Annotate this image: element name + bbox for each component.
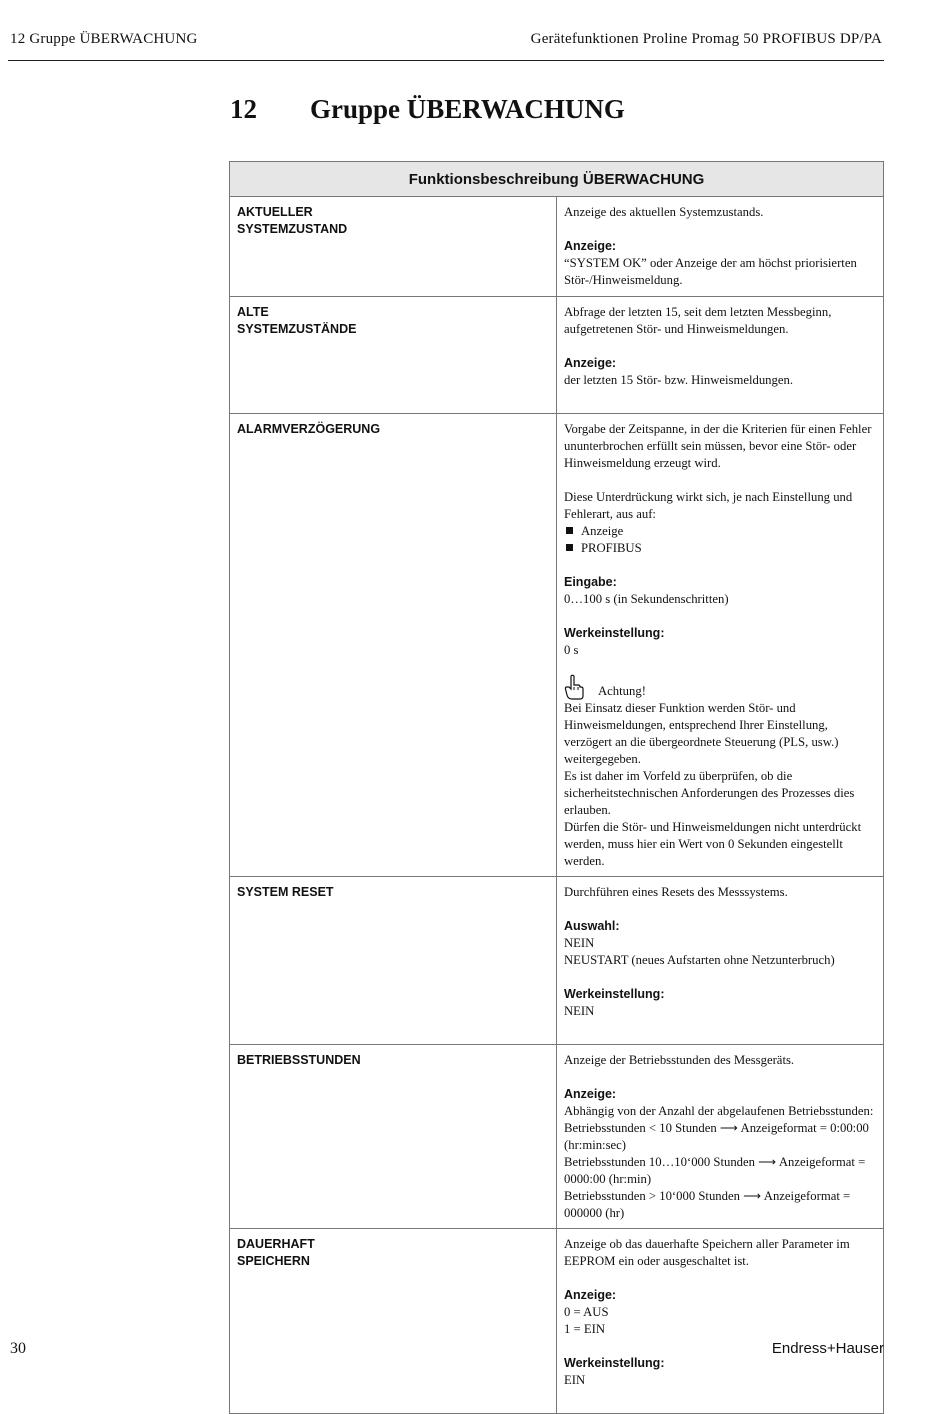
description-value: der letzten 15 Stör- bzw. Hinweismeldungen. xyxy=(564,373,793,387)
function-description xyxy=(557,1045,884,1229)
function-label-line: SYSTEMZUSTÄNDE xyxy=(237,322,357,336)
description-heading: Auswahl: xyxy=(564,919,620,933)
chapter-number: 12 xyxy=(230,94,257,124)
option-item: NEIN xyxy=(564,936,595,950)
warning-block xyxy=(564,674,876,870)
description-intro: Anzeige der Betriebsstunden des Messgeräts. xyxy=(564,1053,795,1067)
description-heading: Werkeinstellung: xyxy=(564,626,665,640)
running-header-right: Gerätefunktionen Proline Promag 50 PROFIBUS DP/PA xyxy=(530,31,882,47)
description-line: Betriebsstunden 10…10‘000 Stunden ⟶ Anzeigeformat = 0000:00 (hr:min) xyxy=(564,1155,866,1186)
table-title: Funktionsbeschreibung ÜBERWACHUNG xyxy=(230,162,884,197)
function-label-line: ALARMVERZÖGERUNG xyxy=(237,422,381,436)
function-label-line: SYSTEMZUSTAND xyxy=(237,222,348,236)
description-heading: Werkeinstellung: xyxy=(564,1356,665,1370)
option-item: 0 = AUS xyxy=(564,1305,609,1319)
function-label xyxy=(230,197,557,297)
page-number: 30 xyxy=(10,1340,26,1357)
function-label xyxy=(230,877,557,1045)
function-label-line: SYSTEM RESET xyxy=(237,885,334,899)
description-heading: Eingabe: xyxy=(564,575,617,589)
description-heading: Werkeinstellung: xyxy=(564,987,665,1001)
function-label-line: DAUERHAFT xyxy=(237,1237,315,1251)
pointing-hand-icon xyxy=(564,674,586,700)
description-effect: Diese Unterdrückung wirkt sich, je nach Einstellung und Fehlerart, aus auf: xyxy=(564,490,853,521)
table-row xyxy=(230,1045,884,1229)
function-description xyxy=(557,877,884,1045)
warning-line: Dürfen die Stör- und Hinweismeldungen nicht unterdrückt werden, muss hier ein Wert von 0 Sekunden eingestellt werden. xyxy=(564,820,862,868)
description-intro: Anzeige ob das dauerhafte Speichern aller Parameter im EEPROM ein oder ausgeschaltet ist. xyxy=(564,1237,850,1268)
bullet-icon xyxy=(566,527,573,534)
table-row xyxy=(230,297,884,414)
function-label xyxy=(230,1229,557,1414)
description-intro: Durchführen eines Resets des Messsystems. xyxy=(564,885,788,899)
function-description xyxy=(557,1229,884,1414)
description-intro: Abfrage der letzten 15, seit dem letzten Messbeginn, aufgetretenen Stör- und Hinweismeldungen. xyxy=(564,305,832,336)
option-item: 1 = EIN xyxy=(564,1322,605,1336)
description-value: “SYSTEM OK” oder Anzeige der am höchst priorisierten Stör-/Hinweismeldung. xyxy=(564,256,857,287)
option-item: NEUSTART (neues Aufstarten ohne Netzunterbruch) xyxy=(564,953,835,967)
description-heading: Anzeige: xyxy=(564,1087,617,1101)
function-description xyxy=(557,414,884,877)
function-description xyxy=(557,197,884,297)
table-header-row xyxy=(230,162,884,197)
default-value: 0 s xyxy=(564,643,579,657)
bullet-icon xyxy=(566,544,573,551)
warning-line: Es ist daher im Vorfeld zu überprüfen, ob die sicherheitstechnischen Anforderungen des Prozesses dies erlauben. xyxy=(564,769,855,817)
description-heading: Anzeige: xyxy=(564,1288,617,1302)
table-row xyxy=(230,414,884,877)
brand-logo-text: Endress+Hauser xyxy=(771,1340,884,1357)
bullet-item: PROFIBUS xyxy=(564,540,876,557)
chapter-heading xyxy=(230,94,625,125)
function-label xyxy=(230,297,557,414)
description-intro: Vorgabe der Zeitspanne, in der die Kriterien für einen Fehler ununterbrochen erfüllt sein müssen, bevor eine Stör- oder Hinweismeldung erzeugt wird. xyxy=(564,422,872,470)
bullet-item: Anzeige xyxy=(564,523,876,540)
header-rule xyxy=(8,60,884,61)
function-label-line: BETRIEBSSTUNDEN xyxy=(237,1053,361,1067)
chapter-title: Gruppe ÜBERWACHUNG xyxy=(310,94,625,124)
running-header-left: 12 Gruppe ÜBERWACHUNG xyxy=(10,31,198,47)
warning-title: Achtung! xyxy=(598,684,646,698)
description-heading: Anzeige: xyxy=(564,356,617,370)
warning-line: Bei Einsatz dieser Funktion werden Stör- und Hinweismeldungen, entsprechend Ihrer Einstellung, verzögert an die übergeordnete Steuerung (PLS, usw.) weitergegeben. xyxy=(564,701,839,766)
function-label xyxy=(230,1045,557,1229)
description-intro: Anzeige des aktuellen Systemzustands. xyxy=(564,205,764,219)
description-heading: Anzeige: xyxy=(564,239,617,253)
function-label-line: AKTUELLER xyxy=(237,205,313,219)
description-line: Abhängig von der Anzahl der abgelaufenen Betriebsstunden: xyxy=(564,1104,874,1118)
description-line: Betriebsstunden > 10‘000 Stunden ⟶ Anzeigeformat = 000000 (hr) xyxy=(564,1189,851,1220)
table-row xyxy=(230,1229,884,1414)
function-table xyxy=(229,161,884,1414)
input-range: 0…100 s (in Sekundenschritten) xyxy=(564,592,729,606)
default-value: NEIN xyxy=(564,1004,595,1018)
description-line: Betriebsstunden < 10 Stunden ⟶ Anzeigeformat = 0:00:00 (hr:min:sec) xyxy=(564,1121,869,1152)
function-description xyxy=(557,297,884,414)
function-label-line: ALTE xyxy=(237,305,269,319)
function-label xyxy=(230,414,557,877)
function-label-line: SPEICHERN xyxy=(237,1254,310,1268)
table-row xyxy=(230,197,884,297)
default-value: EIN xyxy=(564,1373,586,1387)
table-row xyxy=(230,877,884,1045)
